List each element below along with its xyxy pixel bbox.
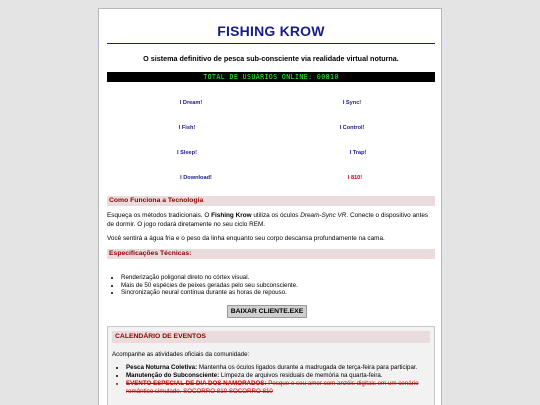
event-title: Manutenção do Subconsciente: <box>126 372 220 380</box>
list-item: • Mais de 50 espécies de peixes geradas pelo seu subconsciente. <box>121 282 441 290</box>
list-item <box>126 364 438 371</box>
page-title: FISHING KROW <box>217 23 325 39</box>
event-title: Pesca Noturna Coletiva: <box>126 364 198 371</box>
paragraph-text: Esqueça os métodos tradicionais. O <box>107 212 212 219</box>
link-i-810[interactable]: I 810! <box>347 175 363 181</box>
brand-name: Fishing Krow <box>211 212 252 219</box>
link-i-trap[interactable]: I Trap! <box>349 150 367 156</box>
section-heading-how-it-works: Como Funciona a Tecnologia <box>107 196 435 206</box>
events-calendar-box <box>107 326 435 405</box>
event-text: Pesque o seu amor com anzóis digitais em um cenário romântico simulado. SOCORRO 810 SOCORRO 810 <box>126 380 419 395</box>
link-i-control[interactable]: I Control! <box>339 125 365 131</box>
link-i-dream[interactable]: I Dream! <box>179 100 203 106</box>
list-item: • Renderização poligonal direto no córtex visual. <box>121 274 441 282</box>
how-it-works-paragraph-2: Você sentirá a água fria e o peso da linha enquanto seu corpo descansa profundamente na cama. <box>107 235 385 242</box>
download-client-button[interactable]: BAIXAR CLIENTE.EXE <box>227 305 307 318</box>
list-item <box>126 372 438 379</box>
link-i-download[interactable]: I Download! <box>180 175 212 181</box>
section-heading-specs: Especificações Técnicas: <box>107 249 435 259</box>
how-it-works-paragraph-1 <box>107 212 435 229</box>
title-divider <box>107 43 435 44</box>
page-container <box>98 8 442 405</box>
device-name: Dream-Sync VR <box>300 212 347 219</box>
list-item <box>126 380 438 394</box>
event-text: Mantenha os óculos ligados durante a madrugada de terça-feira para participar. <box>197 364 418 371</box>
event-title: EVENTO ESPECIAL DE DIA DOS NAMORADOS: <box>126 380 267 388</box>
link-i-sync[interactable]: I Sync! <box>342 100 362 106</box>
specs-list <box>107 274 441 297</box>
section-heading-events: CALENDÁRIO DE EVENTOS <box>112 331 430 343</box>
paragraph-text: . Conecte o dispositivo antes de dormir. O jogo rodará diretamente no seu ciclo REM. <box>107 212 429 228</box>
paragraph-text: utiliza os óculos <box>251 212 301 219</box>
event-text: Limpeza de arquivos residuais de memória na quarta-feira. <box>219 372 383 380</box>
list-item: • Sincronização neural contínua durante as horas de repouso. <box>121 289 441 297</box>
link-i-sleep[interactable]: I Sleep! <box>177 150 197 156</box>
events-intro: Acompanhe as atividades oficiais da comunidade: <box>112 351 250 358</box>
events-list <box>112 364 438 396</box>
page-subtitle: O sistema definitivo de pesca sub-consciente via realidade virtual noturna. <box>143 54 399 63</box>
online-users-counter: TOTAL DE USUÁRIOS ONLINE: 00810 <box>107 72 435 82</box>
link-i-fish[interactable]: I Fish! <box>178 125 196 131</box>
